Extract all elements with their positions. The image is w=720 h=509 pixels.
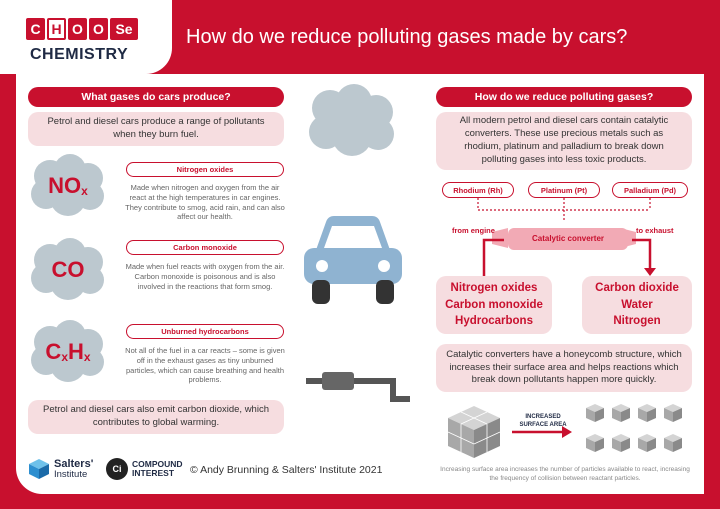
nox-formula: NO $_x$ [48,173,88,198]
salters-institute: Institute [54,468,88,480]
nox-title: Nitrogen oxides [126,162,284,177]
hydrocarbon-description: Not all of the fuel in a car reacts – some is given off in the exhaust gases as tiny unburned particles, which can cause breathing and health problems. [125,346,285,385]
ci-word-1: COMPOUND [132,458,183,469]
page-title: How do we reduce polluting gases made by cars? [186,26,628,48]
logo-tile: O [68,18,87,40]
logo-tiles [26,18,138,40]
credit-text: © Andy Brunning & Salters' Institute 2021 [190,464,383,476]
input-item: Carbon monoxide [445,298,543,311]
surface-area-label: SURFACE AREA [519,422,567,428]
logo-panel [0,0,172,74]
output-item: Water [621,298,653,311]
hydrocarbon-title: Unburned hydrocarbons [126,324,284,339]
pollutant-inputs [436,276,552,334]
salters-logo [28,458,93,480]
car-icon [298,214,408,314]
metal-rhodium: Rhodium (Rh) [442,182,514,198]
left-intro: Petrol and diesel cars produce a range of pollutants when they burn fuel. [28,112,284,146]
large-cube-icon [446,404,502,460]
increased-label: INCREASED [525,414,561,420]
co-formula: CO [51,257,85,282]
right-intro: All modern petrol and diesel cars contain catalytic converters. These use precious metals such as rhodium, platinum and palladium to break down polluting gases into less toxic products. [436,112,692,170]
from-engine-label: from engine [452,226,495,235]
input-item: Hydrocarbons [455,315,533,328]
co-description: Made when fuel reacts with oxygen from the air. Carbon monoxide is poisonous and is also involved in the reactions that form smog. [125,262,285,291]
to-exhaust-label: to exhaust [636,226,674,235]
salters-name: Salters' [54,457,94,470]
nox-description: Made when nitrogen and oxygen from the air react at the high temperatures in car engines. They contribute to smog, acid rain, and can also affect our health. [125,183,285,222]
logo-tile: H [47,18,66,40]
left-section-title: What gases do cars produce? [28,87,284,107]
input-item: Nitrogen oxides [450,281,538,294]
product-outputs [582,276,692,334]
ci-mark: Ci [106,458,128,480]
logo-word: CHEMISTRY [30,46,129,63]
co-title: Carbon monoxide [126,240,284,255]
logo-tile: C [26,18,45,40]
smog-cloud-icon [306,84,398,160]
ci-word-2: INTEREST [132,468,175,478]
logo-tile: Se [110,18,138,40]
logo-tile: O [89,18,108,40]
catalytic-converter: Catalytic converter [508,228,628,250]
right-section-title: How do we reduce polluting gases? [436,87,692,107]
hydrocarbon-formula: C $_x$ H $_x$ [45,339,91,364]
exhaust-pipe-icon [306,368,410,408]
metal-platinum: Platinum (Pt) [528,182,600,198]
small-cubes-icon [584,402,688,460]
output-item: Carbon dioxide [595,281,679,294]
surface-area-caption: Increasing surface area increases the number of particles available to react, increasing the frequency of collision between reactant particles. [440,466,690,482]
honeycomb-box: Catalytic converters have a honeycomb structure, which increases their surface area and helps reactions which break down pollutants happen more quickly. [436,344,692,392]
salters-cube-icon [28,458,50,480]
output-item: Nitrogen [613,315,661,328]
left-outro: Petrol and diesel cars also emit carbon dioxide, which contributes to global warming. [28,400,284,434]
header [0,0,720,72]
compound-interest-logo [106,458,183,480]
metal-palladium: Palladium (Pd) [612,182,688,198]
